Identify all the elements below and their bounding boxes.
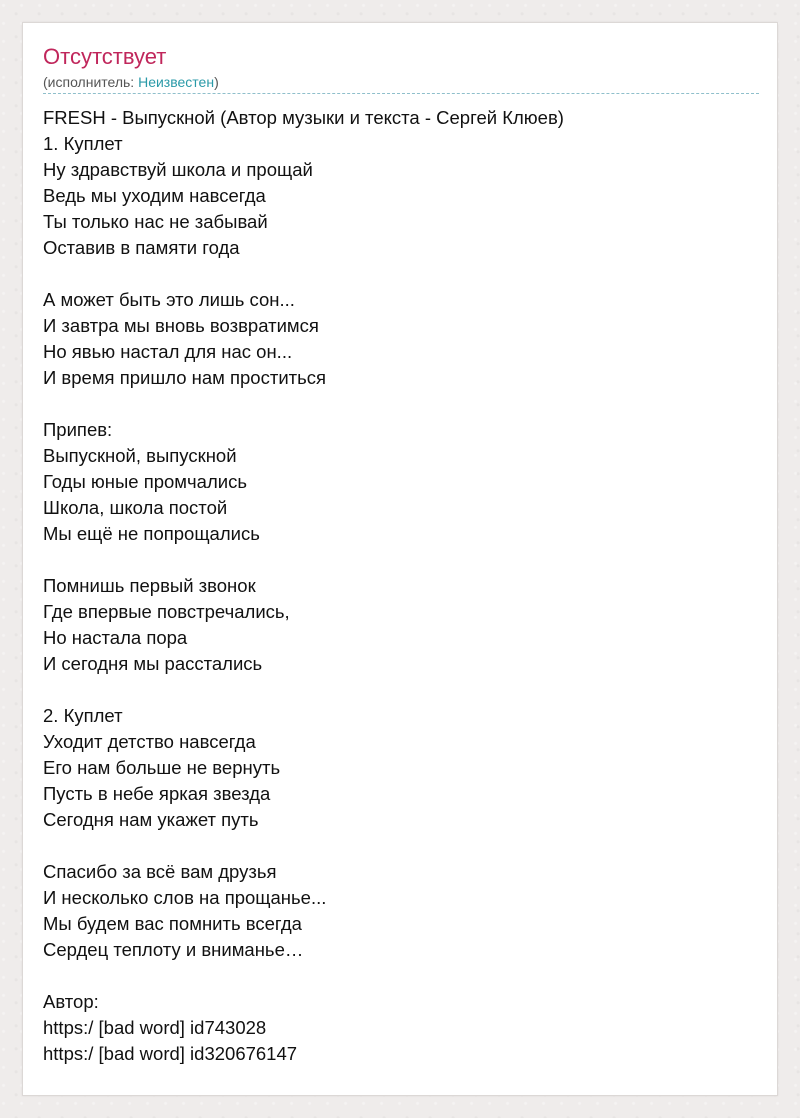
lyric-line: Мы ещё не попрощались <box>43 523 260 544</box>
lyrics-card <box>22 22 778 1096</box>
lyric-blank-line <box>43 963 759 989</box>
lyrics-text <box>43 105 759 1067</box>
lyric-line: 1. Куплет <box>43 133 123 154</box>
lyric-line: Ну здравствуй школа и прощай <box>43 159 313 180</box>
lyric-line: Но явью настал для нас он... <box>43 341 293 362</box>
lyric-line: И сегодня мы расстались <box>43 653 263 674</box>
lyric-line: Ты только нас не забывай <box>43 211 268 232</box>
lyric-blank-line <box>43 261 759 287</box>
lyric-blank-line <box>43 547 759 573</box>
lyric-line: Пусть в небе яркая звезда <box>43 783 271 804</box>
lyric-line: А может быть это лишь сон... <box>43 289 295 310</box>
lyric-line: 2. Куплет <box>43 705 123 726</box>
lyric-line: Помнишь первый звонок <box>43 575 256 596</box>
lyric-line: И время пришло нам проститься <box>43 367 327 388</box>
artist-link[interactable]: Неизвестен <box>138 74 215 90</box>
lyric-line: https:/ [bad word] id320676147 <box>43 1043 298 1064</box>
lyric-blank-line <box>43 833 759 859</box>
lyric-line: Припев: <box>43 419 113 440</box>
lyric-line: Выпускной, выпускной <box>43 445 237 466</box>
lyric-line: И завтра мы вновь возвратимся <box>43 315 319 336</box>
lyric-line: Мы будем вас помнить всегда <box>43 913 302 934</box>
lyric-line: Спасибо за всё вам друзья <box>43 861 277 882</box>
lyric-line: Ведь мы уходим навсегда <box>43 185 266 206</box>
lyric-line: https:/ [bad word] id743028 <box>43 1017 267 1038</box>
lyric-line: Оставив в памяти года <box>43 237 240 258</box>
artist-suffix: ) <box>214 74 219 90</box>
lyric-blank-line <box>43 391 759 417</box>
artist-prefix: (исполнитель: <box>43 74 139 90</box>
song-title: Отсутствует <box>43 44 167 69</box>
lyric-line: Автор: <box>43 991 99 1012</box>
lyric-blank-line <box>43 677 759 703</box>
lyric-line: И несколько слов на прощанье... <box>43 887 327 908</box>
lyric-line: Его нам больше не вернуть <box>43 757 281 778</box>
lyric-line: Но настала пора <box>43 627 188 648</box>
lyric-line: Где впервые повстречались, <box>43 601 290 622</box>
artist-line <box>43 73 759 94</box>
lyric-line: Годы юные промчались <box>43 471 247 492</box>
lyric-line: Сегодня нам укажет путь <box>43 809 259 830</box>
lyric-line: Сердец теплоту и вниманье… <box>43 939 304 960</box>
lyric-line: FRESH - Выпускной (Автор музыки и текста - Сергей Клюев) <box>43 107 564 128</box>
lyric-line: Уходит детство навсегда <box>43 731 256 752</box>
lyric-line: Школа, школа постой <box>43 497 228 518</box>
